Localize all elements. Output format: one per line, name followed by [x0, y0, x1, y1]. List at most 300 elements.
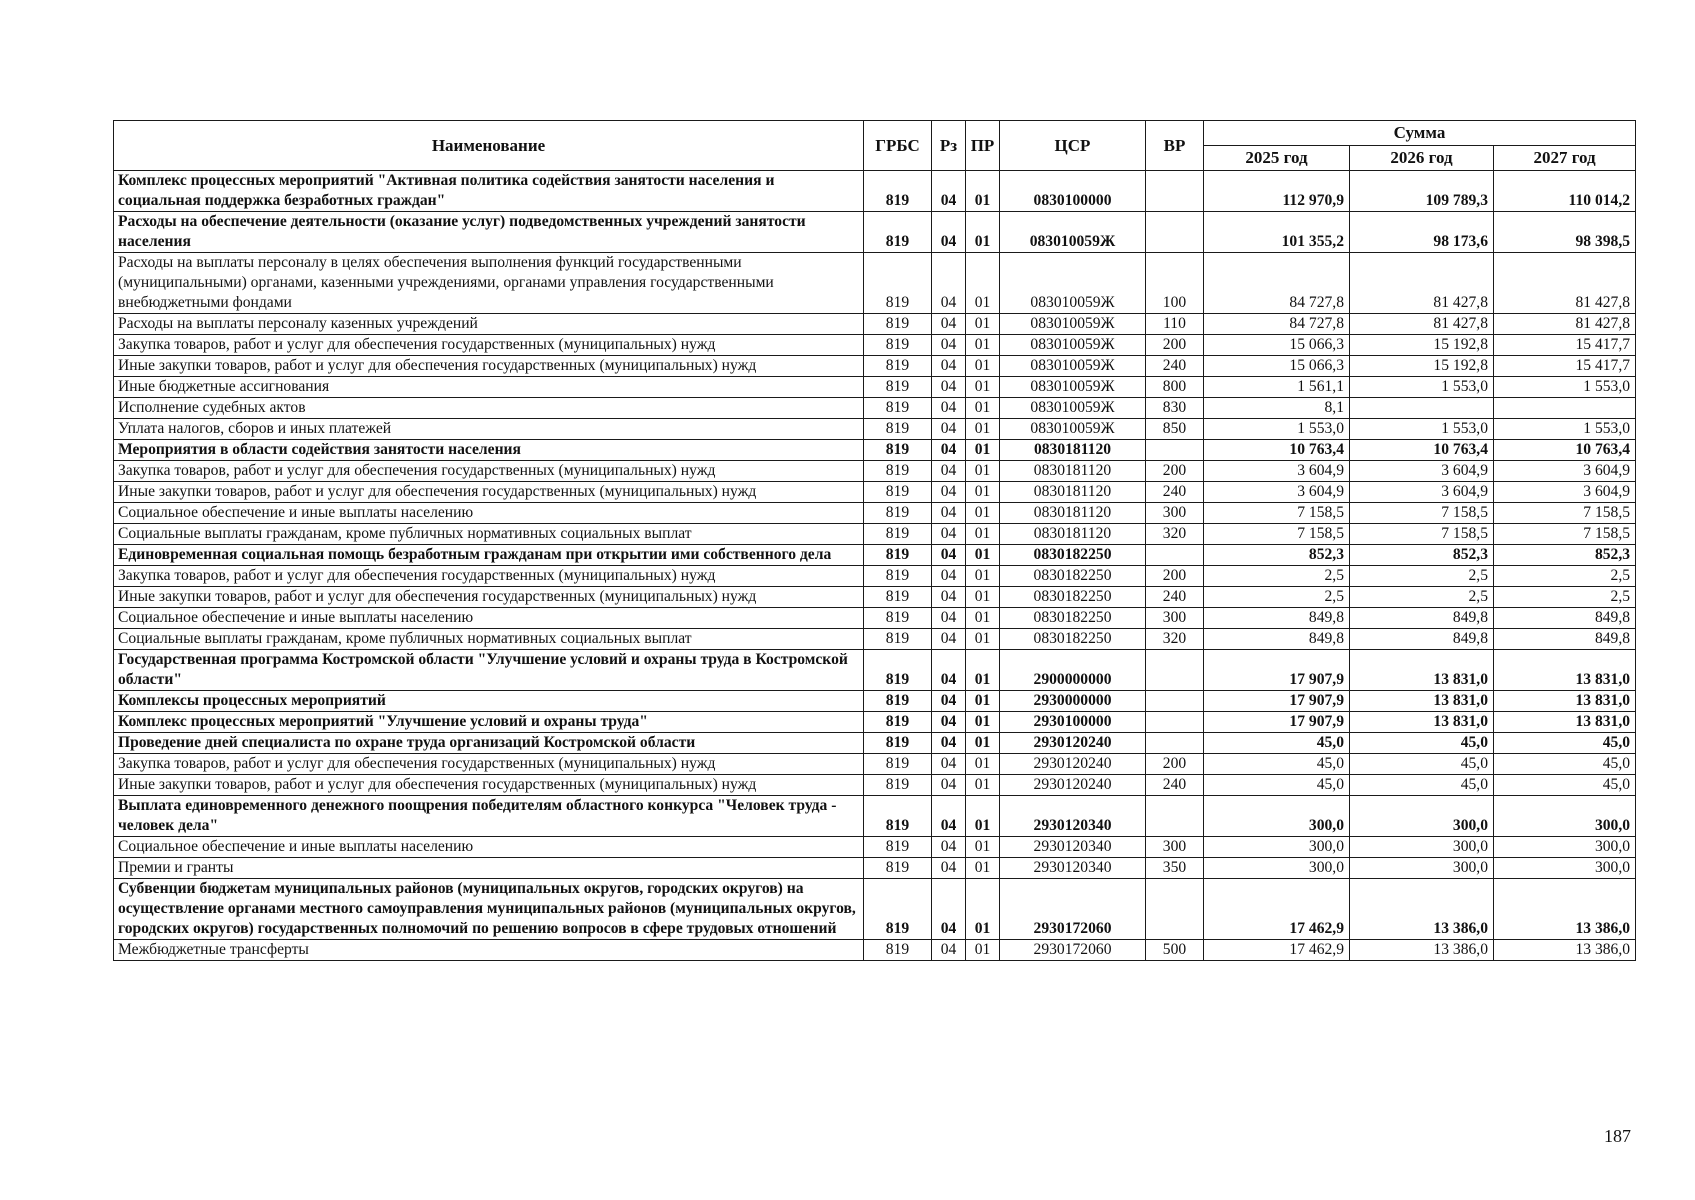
cell-2025: 15 066,3 — [1204, 335, 1350, 356]
cell-rz: 04 — [932, 712, 966, 733]
cell-pr: 01 — [966, 503, 1000, 524]
cell-2026: 852,3 — [1350, 545, 1494, 566]
cell-name: Закупка товаров, работ и услуг для обеспечения государственных (муниципальных) нужд — [114, 566, 864, 587]
cell-2025: 3 604,9 — [1204, 461, 1350, 482]
table-row — [114, 171, 1636, 212]
cell-2026: 849,8 — [1350, 608, 1494, 629]
cell-name: Государственная программа Костромской области "Улучшение условий и охраны труда в Костромской области" — [114, 650, 864, 691]
cell-rz: 04 — [932, 940, 966, 961]
cell-name: Исполнение судебных актов — [114, 398, 864, 419]
cell-name: Расходы на обеспечение деятельности (оказание услуг) подведомственных учреждений занятости населения — [114, 212, 864, 253]
cell-2026: 300,0 — [1350, 837, 1494, 858]
cell-name: Комплекс процессных мероприятий "Улучшение условий и охраны труда" — [114, 712, 864, 733]
table-body — [114, 171, 1636, 961]
table-row — [114, 629, 1636, 650]
cell-grbs: 819 — [864, 482, 932, 503]
cell-2026: 13 831,0 — [1350, 650, 1494, 691]
cell-pr: 01 — [966, 858, 1000, 879]
cell-vr: 200 — [1146, 335, 1204, 356]
cell-csr: 0830181120 — [1000, 482, 1146, 503]
cell-name: Уплата налогов, сборов и иных платежей — [114, 419, 864, 440]
table-row — [114, 879, 1636, 940]
cell-vr: 300 — [1146, 837, 1204, 858]
cell-2025: 2,5 — [1204, 587, 1350, 608]
cell-grbs: 819 — [864, 545, 932, 566]
cell-2027: 15 417,7 — [1494, 335, 1636, 356]
cell-2027: 81 427,8 — [1494, 314, 1636, 335]
cell-name: Расходы на выплаты персоналу казенных учреждений — [114, 314, 864, 335]
table-row — [114, 940, 1636, 961]
cell-grbs: 819 — [864, 377, 932, 398]
cell-2027: 300,0 — [1494, 837, 1636, 858]
cell-2026: 7 158,5 — [1350, 503, 1494, 524]
table-row — [114, 775, 1636, 796]
page-number: 187 — [1604, 1126, 1631, 1146]
cell-2025: 849,8 — [1204, 608, 1350, 629]
table-row — [114, 461, 1636, 482]
cell-vr: 200 — [1146, 754, 1204, 775]
cell-2027: 13 831,0 — [1494, 691, 1636, 712]
cell-grbs: 819 — [864, 879, 932, 940]
cell-2027: 15 417,7 — [1494, 356, 1636, 377]
cell-2025: 852,3 — [1204, 545, 1350, 566]
cell-pr: 01 — [966, 650, 1000, 691]
cell-2025: 84 727,8 — [1204, 253, 1350, 314]
cell-2025: 45,0 — [1204, 754, 1350, 775]
cell-vr: 350 — [1146, 858, 1204, 879]
cell-2027: 7 158,5 — [1494, 503, 1636, 524]
cell-2026: 2,5 — [1350, 566, 1494, 587]
cell-vr: 830 — [1146, 398, 1204, 419]
table-row — [114, 796, 1636, 837]
cell-2027: 300,0 — [1494, 858, 1636, 879]
cell-csr: 0830100000 — [1000, 171, 1146, 212]
cell-grbs: 819 — [864, 314, 932, 335]
cell-pr: 01 — [966, 879, 1000, 940]
cell-2027: 849,8 — [1494, 629, 1636, 650]
cell-2026: 7 158,5 — [1350, 524, 1494, 545]
cell-2026: 300,0 — [1350, 796, 1494, 837]
cell-pr: 01 — [966, 796, 1000, 837]
cell-vr: 100 — [1146, 253, 1204, 314]
cell-csr: 0830181120 — [1000, 440, 1146, 461]
cell-2027: 13 831,0 — [1494, 712, 1636, 733]
cell-vr — [1146, 212, 1204, 253]
cell-rz: 04 — [932, 858, 966, 879]
cell-2026: 45,0 — [1350, 754, 1494, 775]
cell-2025: 3 604,9 — [1204, 482, 1350, 503]
table-row — [114, 212, 1636, 253]
cell-name: Социальное обеспечение и иные выплаты населению — [114, 837, 864, 858]
cell-grbs: 819 — [864, 524, 932, 545]
cell-pr: 01 — [966, 837, 1000, 858]
cell-pr: 01 — [966, 587, 1000, 608]
cell-grbs: 819 — [864, 733, 932, 754]
cell-pr: 01 — [966, 608, 1000, 629]
cell-vr — [1146, 879, 1204, 940]
cell-grbs: 819 — [864, 566, 932, 587]
cell-grbs: 819 — [864, 712, 932, 733]
header-csr: ЦСР — [1000, 121, 1146, 171]
cell-2027: 45,0 — [1494, 775, 1636, 796]
cell-rz: 04 — [932, 879, 966, 940]
cell-2027: 2,5 — [1494, 587, 1636, 608]
table-row — [114, 314, 1636, 335]
cell-rz: 04 — [932, 440, 966, 461]
cell-2027: 849,8 — [1494, 608, 1636, 629]
cell-rz: 04 — [932, 629, 966, 650]
table-row — [114, 482, 1636, 503]
cell-2027: 45,0 — [1494, 733, 1636, 754]
cell-2027: 3 604,9 — [1494, 482, 1636, 503]
cell-2025: 84 727,8 — [1204, 314, 1350, 335]
cell-name: Иные закупки товаров, работ и услуг для обеспечения государственных (муниципальных) нужд — [114, 775, 864, 796]
table-row — [114, 712, 1636, 733]
cell-vr — [1146, 796, 1204, 837]
header-name: Наименование — [114, 121, 864, 171]
cell-csr: 2930100000 — [1000, 712, 1146, 733]
cell-csr: 083010059Ж — [1000, 356, 1146, 377]
cell-grbs: 819 — [864, 629, 932, 650]
cell-name: Закупка товаров, работ и услуг для обеспечения государственных (муниципальных) нужд — [114, 461, 864, 482]
cell-2026: 849,8 — [1350, 629, 1494, 650]
cell-2026: 109 789,3 — [1350, 171, 1494, 212]
table-row — [114, 650, 1636, 691]
cell-vr — [1146, 545, 1204, 566]
cell-name: Проведение дней специалиста по охране труда организаций Костромской области — [114, 733, 864, 754]
cell-vr: 240 — [1146, 775, 1204, 796]
cell-name: Социальное обеспечение и иные выплаты населению — [114, 503, 864, 524]
table-row — [114, 524, 1636, 545]
header-grbs: ГРБС — [864, 121, 932, 171]
cell-vr: 110 — [1146, 314, 1204, 335]
cell-grbs: 819 — [864, 754, 932, 775]
cell-pr: 01 — [966, 171, 1000, 212]
table-row — [114, 419, 1636, 440]
cell-pr: 01 — [966, 314, 1000, 335]
cell-rz: 04 — [932, 545, 966, 566]
cell-name: Комплексы процессных мероприятий — [114, 691, 864, 712]
cell-name: Выплата единовременного денежного поощрения победителям областного конкурса "Человек труда - человек дела" — [114, 796, 864, 837]
cell-2025: 15 066,3 — [1204, 356, 1350, 377]
cell-vr: 200 — [1146, 566, 1204, 587]
cell-2027: 2,5 — [1494, 566, 1636, 587]
header-vr: ВР — [1146, 121, 1204, 171]
cell-csr: 0830181120 — [1000, 524, 1146, 545]
cell-2027: 1 553,0 — [1494, 419, 1636, 440]
budget-table — [113, 120, 1636, 961]
cell-2026: 45,0 — [1350, 775, 1494, 796]
cell-2026: 10 763,4 — [1350, 440, 1494, 461]
cell-name: Мероприятия в области содействия занятости населения — [114, 440, 864, 461]
cell-rz: 04 — [932, 253, 966, 314]
cell-name: Социальные выплаты гражданам, кроме публичных нормативных социальных выплат — [114, 629, 864, 650]
cell-rz: 04 — [932, 754, 966, 775]
cell-2027: 1 553,0 — [1494, 377, 1636, 398]
header-year-2026: 2026 год — [1350, 146, 1494, 171]
cell-2025: 300,0 — [1204, 796, 1350, 837]
cell-name: Иные закупки товаров, работ и услуг для обеспечения государственных (муниципальных) нужд — [114, 587, 864, 608]
cell-2025: 17 462,9 — [1204, 940, 1350, 961]
cell-csr: 0830181120 — [1000, 461, 1146, 482]
cell-pr: 01 — [966, 629, 1000, 650]
cell-csr: 2930120340 — [1000, 796, 1146, 837]
cell-grbs: 819 — [864, 796, 932, 837]
cell-2026: 3 604,9 — [1350, 461, 1494, 482]
cell-csr: 0830182250 — [1000, 545, 1146, 566]
cell-csr: 083010059Ж — [1000, 377, 1146, 398]
cell-2027: 852,3 — [1494, 545, 1636, 566]
cell-rz: 04 — [932, 650, 966, 691]
table-row — [114, 608, 1636, 629]
cell-2026: 1 553,0 — [1350, 377, 1494, 398]
cell-rz: 04 — [932, 461, 966, 482]
cell-pr: 01 — [966, 335, 1000, 356]
cell-pr: 01 — [966, 440, 1000, 461]
table-row — [114, 335, 1636, 356]
cell-rz: 04 — [932, 212, 966, 253]
table-row — [114, 858, 1636, 879]
cell-2026: 13 386,0 — [1350, 940, 1494, 961]
cell-name: Единовременная социальная помощь безработным гражданам при открытии ими собственного дела — [114, 545, 864, 566]
table-row — [114, 587, 1636, 608]
cell-csr: 2930120240 — [1000, 775, 1146, 796]
cell-2027: 45,0 — [1494, 754, 1636, 775]
cell-2026: 45,0 — [1350, 733, 1494, 754]
table-row — [114, 837, 1636, 858]
cell-rz: 04 — [932, 314, 966, 335]
table-row — [114, 253, 1636, 314]
cell-csr: 0830182250 — [1000, 629, 1146, 650]
cell-2026 — [1350, 398, 1494, 419]
header-rz: Рз — [932, 121, 966, 171]
cell-csr: 2930120340 — [1000, 858, 1146, 879]
cell-csr: 083010059Ж — [1000, 335, 1146, 356]
cell-2027 — [1494, 398, 1636, 419]
cell-pr: 01 — [966, 398, 1000, 419]
cell-vr: 200 — [1146, 461, 1204, 482]
cell-2025: 8,1 — [1204, 398, 1350, 419]
cell-pr: 01 — [966, 691, 1000, 712]
cell-grbs: 819 — [864, 335, 932, 356]
cell-2026: 81 427,8 — [1350, 253, 1494, 314]
cell-pr: 01 — [966, 775, 1000, 796]
cell-grbs: 819 — [864, 587, 932, 608]
cell-pr: 01 — [966, 524, 1000, 545]
cell-vr: 800 — [1146, 377, 1204, 398]
cell-2025: 45,0 — [1204, 733, 1350, 754]
cell-csr: 0830182250 — [1000, 608, 1146, 629]
cell-csr: 0830181120 — [1000, 503, 1146, 524]
table-row — [114, 733, 1636, 754]
cell-grbs: 819 — [864, 461, 932, 482]
cell-name: Закупка товаров, работ и услуг для обеспечения государственных (муниципальных) нужд — [114, 335, 864, 356]
cell-grbs: 819 — [864, 940, 932, 961]
cell-rz: 04 — [932, 419, 966, 440]
cell-name: Иные бюджетные ассигнования — [114, 377, 864, 398]
cell-csr: 2930120240 — [1000, 754, 1146, 775]
cell-2027: 300,0 — [1494, 796, 1636, 837]
cell-name: Межбюджетные трансферты — [114, 940, 864, 961]
cell-csr: 083010059Ж — [1000, 314, 1146, 335]
cell-2025: 2,5 — [1204, 566, 1350, 587]
cell-rz: 04 — [932, 482, 966, 503]
cell-pr: 01 — [966, 212, 1000, 253]
cell-vr: 240 — [1146, 587, 1204, 608]
cell-csr: 2930000000 — [1000, 691, 1146, 712]
cell-vr — [1146, 171, 1204, 212]
cell-pr: 01 — [966, 419, 1000, 440]
cell-2025: 300,0 — [1204, 858, 1350, 879]
cell-name: Субвенции бюджетам муниципальных районов (муниципальных округов, городских округов) на осуществление органами местного самоуправления муниципальных районов (муниципальных округов, городских округов) государственных полномочий по решению вопросов в сфере трудовых отношений — [114, 879, 864, 940]
cell-pr: 01 — [966, 253, 1000, 314]
cell-2026: 2,5 — [1350, 587, 1494, 608]
cell-grbs: 819 — [864, 691, 932, 712]
cell-vr: 300 — [1146, 608, 1204, 629]
cell-pr: 01 — [966, 545, 1000, 566]
cell-rz: 04 — [932, 356, 966, 377]
cell-vr: 240 — [1146, 482, 1204, 503]
cell-2025: 1 553,0 — [1204, 419, 1350, 440]
cell-pr: 01 — [966, 712, 1000, 733]
cell-grbs: 819 — [864, 440, 932, 461]
cell-2026: 98 173,6 — [1350, 212, 1494, 253]
cell-grbs: 819 — [864, 608, 932, 629]
cell-2026: 13 386,0 — [1350, 879, 1494, 940]
cell-vr: 320 — [1146, 524, 1204, 545]
cell-grbs: 819 — [864, 837, 932, 858]
cell-name: Премии и гранты — [114, 858, 864, 879]
cell-csr: 083010059Ж — [1000, 398, 1146, 419]
cell-name: Иные закупки товаров, работ и услуг для обеспечения государственных (муниципальных) нужд — [114, 482, 864, 503]
header-year-2025: 2025 год — [1204, 146, 1350, 171]
cell-csr: 2930120240 — [1000, 733, 1146, 754]
cell-rz: 04 — [932, 377, 966, 398]
table-row — [114, 754, 1636, 775]
cell-vr — [1146, 712, 1204, 733]
cell-name: Социальные выплаты гражданам, кроме публичных нормативных социальных выплат — [114, 524, 864, 545]
cell-2026: 13 831,0 — [1350, 712, 1494, 733]
cell-grbs: 819 — [864, 775, 932, 796]
cell-2025: 7 158,5 — [1204, 503, 1350, 524]
cell-name: Расходы на выплаты персоналу в целях обеспечения выполнения функций государственными (муниципальными) органами, казенными учреждениями, органами управления государственными внебюджетными фондами — [114, 253, 864, 314]
cell-grbs: 819 — [864, 503, 932, 524]
cell-name: Социальное обеспечение и иные выплаты населению — [114, 608, 864, 629]
cell-2025: 17 907,9 — [1204, 712, 1350, 733]
cell-2025: 300,0 — [1204, 837, 1350, 858]
table-row — [114, 440, 1636, 461]
cell-csr: 083010059Ж — [1000, 419, 1146, 440]
cell-csr: 2930172060 — [1000, 940, 1146, 961]
cell-rz: 04 — [932, 837, 966, 858]
table-row — [114, 398, 1636, 419]
table-row — [114, 503, 1636, 524]
cell-2027: 10 763,4 — [1494, 440, 1636, 461]
cell-pr: 01 — [966, 733, 1000, 754]
cell-pr: 01 — [966, 482, 1000, 503]
cell-rz: 04 — [932, 524, 966, 545]
cell-csr: 2930172060 — [1000, 879, 1146, 940]
table-row — [114, 691, 1636, 712]
cell-rz: 04 — [932, 171, 966, 212]
cell-2025: 10 763,4 — [1204, 440, 1350, 461]
cell-vr: 300 — [1146, 503, 1204, 524]
cell-grbs: 819 — [864, 253, 932, 314]
cell-grbs: 819 — [864, 398, 932, 419]
header-sum: Сумма — [1204, 121, 1636, 146]
cell-vr — [1146, 440, 1204, 461]
cell-rz: 04 — [932, 587, 966, 608]
cell-csr: 2930120340 — [1000, 837, 1146, 858]
cell-2025: 101 355,2 — [1204, 212, 1350, 253]
cell-2027: 7 158,5 — [1494, 524, 1636, 545]
cell-2026: 300,0 — [1350, 858, 1494, 879]
cell-vr: 500 — [1146, 940, 1204, 961]
cell-pr: 01 — [966, 754, 1000, 775]
cell-pr: 01 — [966, 377, 1000, 398]
cell-name: Иные закупки товаров, работ и услуг для обеспечения государственных (муниципальных) нужд — [114, 356, 864, 377]
cell-2026: 1 553,0 — [1350, 419, 1494, 440]
cell-2026: 15 192,8 — [1350, 335, 1494, 356]
cell-rz: 04 — [932, 398, 966, 419]
cell-rz: 04 — [932, 691, 966, 712]
cell-2025: 7 158,5 — [1204, 524, 1350, 545]
cell-vr: 850 — [1146, 419, 1204, 440]
cell-name: Закупка товаров, работ и услуг для обеспечения государственных (муниципальных) нужд — [114, 754, 864, 775]
cell-grbs: 819 — [864, 419, 932, 440]
cell-2027: 13 386,0 — [1494, 879, 1636, 940]
cell-2025: 17 907,9 — [1204, 691, 1350, 712]
cell-csr: 0830182250 — [1000, 566, 1146, 587]
cell-2027: 110 014,2 — [1494, 171, 1636, 212]
cell-rz: 04 — [932, 566, 966, 587]
cell-pr: 01 — [966, 566, 1000, 587]
cell-csr: 2900000000 — [1000, 650, 1146, 691]
cell-rz: 04 — [932, 733, 966, 754]
cell-csr: 0830182250 — [1000, 587, 1146, 608]
cell-2025: 112 970,9 — [1204, 171, 1350, 212]
table-row — [114, 356, 1636, 377]
cell-2025: 1 561,1 — [1204, 377, 1350, 398]
cell-pr: 01 — [966, 940, 1000, 961]
cell-vr — [1146, 650, 1204, 691]
cell-2026: 13 831,0 — [1350, 691, 1494, 712]
cell-pr: 01 — [966, 461, 1000, 482]
cell-2027: 81 427,8 — [1494, 253, 1636, 314]
cell-csr: 083010059Ж — [1000, 253, 1146, 314]
cell-rz: 04 — [932, 503, 966, 524]
cell-2026: 15 192,8 — [1350, 356, 1494, 377]
cell-2026: 81 427,8 — [1350, 314, 1494, 335]
table-row — [114, 566, 1636, 587]
cell-rz: 04 — [932, 608, 966, 629]
cell-2026: 3 604,9 — [1350, 482, 1494, 503]
cell-pr: 01 — [966, 356, 1000, 377]
cell-2027: 13 386,0 — [1494, 940, 1636, 961]
cell-grbs: 819 — [864, 212, 932, 253]
cell-rz: 04 — [932, 775, 966, 796]
cell-vr — [1146, 691, 1204, 712]
cell-2027: 3 604,9 — [1494, 461, 1636, 482]
cell-rz: 04 — [932, 796, 966, 837]
table-row — [114, 545, 1636, 566]
header-year-2027: 2027 год — [1494, 146, 1636, 171]
cell-rz: 04 — [932, 335, 966, 356]
cell-2025: 849,8 — [1204, 629, 1350, 650]
cell-name: Комплекс процессных мероприятий "Активная политика содействия занятости населения и социальная поддержка безработных граждан" — [114, 171, 864, 212]
table-row — [114, 377, 1636, 398]
cell-2025: 45,0 — [1204, 775, 1350, 796]
